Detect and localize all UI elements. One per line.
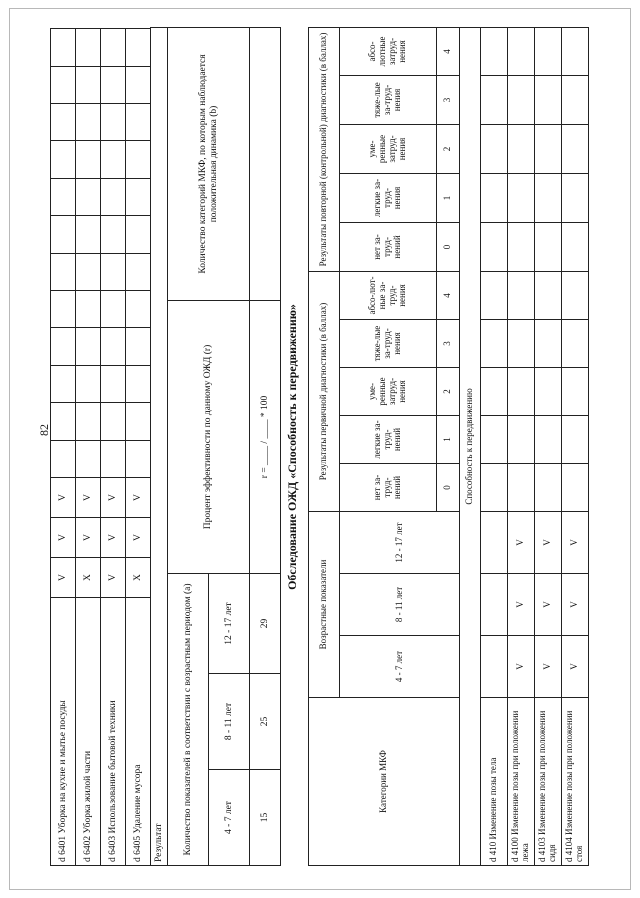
scale-label: уме-ренные затруд-нения <box>340 368 437 416</box>
empty-cell <box>535 320 562 368</box>
empty-cell <box>535 416 562 464</box>
scale-label: легкие за-труд-нения <box>340 173 437 222</box>
empty-cell <box>562 271 589 319</box>
age-col: 8 - 11 лет <box>340 574 460 636</box>
table-row <box>508 27 535 865</box>
score: 3 <box>437 320 460 368</box>
empty-cell <box>51 141 76 178</box>
empty-cell <box>481 27 508 75</box>
table-row <box>76 29 101 866</box>
empty-cell <box>101 178 126 215</box>
col-b-header: Количество категорий МКФ, по которым наблюдается положительная динамика (b) <box>168 27 250 300</box>
score: 0 <box>437 464 460 512</box>
empty-cell <box>126 253 151 290</box>
empty-cell <box>535 27 562 75</box>
age-value: 15 <box>250 770 281 866</box>
scale-label: тяже-лые за-труд-нения <box>340 320 437 368</box>
empty-cell <box>51 290 76 327</box>
empty-cell <box>562 27 589 75</box>
col-b-value <box>250 27 281 300</box>
mark-cell: V <box>508 574 535 636</box>
mark-cell: V <box>101 558 126 598</box>
rotated-content <box>50 28 640 866</box>
mark-cell: V <box>76 478 101 518</box>
main-table <box>308 27 589 866</box>
empty-cell <box>535 75 562 124</box>
score: 0 <box>437 222 460 271</box>
empty-cell <box>508 464 535 512</box>
empty-cell <box>562 464 589 512</box>
age-group: 4 - 7 лет <box>209 770 250 866</box>
mark-cell <box>481 574 508 636</box>
mark-cell: V <box>535 574 562 636</box>
mark-cell <box>481 512 508 574</box>
empty-cell <box>508 368 535 416</box>
mark-cell: V <box>508 636 535 698</box>
empty-cell <box>51 328 76 365</box>
empty-cell <box>481 124 508 173</box>
empty-cell <box>101 66 126 103</box>
empty-cell <box>126 66 151 103</box>
result-label: Результат <box>151 27 168 865</box>
empty-cell <box>481 464 508 512</box>
empty-cell <box>51 253 76 290</box>
row-label: d 410 Изменение позы тела <box>481 698 508 866</box>
row-label: d 4104 Изменение позы при положении стоя <box>562 698 589 866</box>
row-label: d 6403 Использование бытовой техники <box>101 598 126 866</box>
mark-cell: V <box>101 518 126 558</box>
empty-cell <box>126 365 151 402</box>
empty-cell <box>562 173 589 222</box>
empty-cell <box>101 403 126 440</box>
empty-cell <box>126 328 151 365</box>
empty-cell <box>76 178 101 215</box>
empty-cell <box>535 173 562 222</box>
empty-cell <box>76 216 101 253</box>
empty-cell <box>535 271 562 319</box>
empty-cell <box>51 66 76 103</box>
mark-cell: V <box>76 518 101 558</box>
scale-label: абсо-лютные затруд-нения <box>340 27 437 75</box>
empty-cell <box>126 440 151 477</box>
table-row <box>481 27 508 865</box>
mark-cell: V <box>126 518 151 558</box>
age-header: Возрастные показатели <box>309 512 340 698</box>
empty-cell <box>76 66 101 103</box>
row-label: d 4103 Изменение позы при положении сидя <box>535 698 562 866</box>
table-row <box>562 27 589 865</box>
mark-cell: V <box>126 478 151 518</box>
empty-cell <box>101 253 126 290</box>
empty-cell <box>535 464 562 512</box>
age-value: 29 <box>250 574 281 674</box>
empty-cell <box>481 271 508 319</box>
scale-label: тяже-лые за-труд-нения <box>340 75 437 124</box>
empty-cell <box>51 103 76 140</box>
scale-label: уме-ренные затруд-нения <box>340 124 437 173</box>
empty-cell <box>76 328 101 365</box>
mark-cell: V <box>101 478 126 518</box>
mark-cell: V <box>562 512 589 574</box>
empty-cell <box>562 222 589 271</box>
empty-cell <box>481 416 508 464</box>
age-col: 4 - 7 лет <box>340 636 460 698</box>
page-number: 82 <box>37 424 51 436</box>
result-table <box>150 27 281 866</box>
scale-label: абсо-лют-ные за-труд-нения <box>340 271 437 319</box>
score: 3 <box>437 75 460 124</box>
empty-cell <box>508 416 535 464</box>
top-table <box>50 28 151 866</box>
table-row <box>535 27 562 865</box>
age-value: 25 <box>250 674 281 770</box>
empty-cell <box>76 290 101 327</box>
empty-cell <box>126 216 151 253</box>
empty-cell <box>508 271 535 319</box>
score: 4 <box>437 27 460 75</box>
category-header: Категории МКФ <box>309 698 460 866</box>
empty-cell <box>481 368 508 416</box>
empty-cell <box>508 75 535 124</box>
empty-cell <box>76 141 101 178</box>
empty-cell <box>535 368 562 416</box>
empty-cell <box>481 222 508 271</box>
primary-header: Результаты первичной диагностики (в баллах) <box>309 271 340 511</box>
score: 4 <box>437 271 460 319</box>
empty-cell <box>562 124 589 173</box>
empty-cell <box>126 29 151 67</box>
scale-label: легкие за-труд-нений <box>340 416 437 464</box>
empty-cell <box>76 103 101 140</box>
mark-cell: V <box>51 558 76 598</box>
empty-cell <box>508 320 535 368</box>
score: 1 <box>437 416 460 464</box>
score: 2 <box>437 368 460 416</box>
mark-cell: V <box>535 636 562 698</box>
empty-cell <box>51 178 76 215</box>
row-label: d 6402 Уборка жилой части <box>76 598 101 866</box>
empty-cell <box>508 222 535 271</box>
row-label: d 6401 Уборка на кухне и мытье посуды <box>51 598 76 866</box>
empty-cell <box>562 416 589 464</box>
empty-cell <box>562 368 589 416</box>
score: 2 <box>437 124 460 173</box>
empty-cell <box>76 365 101 402</box>
empty-cell <box>535 222 562 271</box>
empty-cell <box>76 253 101 290</box>
empty-cell <box>126 103 151 140</box>
section-title: Обследование ОЖД «Способность к передвижению» <box>285 304 299 590</box>
empty-cell <box>76 403 101 440</box>
empty-cell <box>481 173 508 222</box>
col-a-header: Количество показателей в соответствии с возрастным периодом (а) <box>168 574 209 866</box>
mark-cell: V <box>508 512 535 574</box>
table-row <box>101 29 126 866</box>
mark-cell: V <box>535 512 562 574</box>
empty-cell <box>101 216 126 253</box>
age-col: 12 - 17 лет <box>340 512 460 574</box>
row-label: d 6405 Удаление мусора <box>126 598 151 866</box>
age-group: 12 - 17 лет <box>209 574 250 674</box>
mark-cell: X <box>126 558 151 598</box>
formula: r = ____ / ____ * 100 <box>250 301 281 574</box>
scale-label: нет за-труд-нений <box>340 222 437 271</box>
mark-cell: V <box>51 478 76 518</box>
mark-cell: X <box>76 558 101 598</box>
empty-cell <box>51 216 76 253</box>
empty-cell <box>508 173 535 222</box>
empty-cell <box>51 403 76 440</box>
age-group: 8 - 11 лет <box>209 674 250 770</box>
empty-cell <box>126 178 151 215</box>
section-row: Способность к передвижению <box>460 27 481 865</box>
empty-cell <box>562 75 589 124</box>
empty-cell <box>126 290 151 327</box>
empty-cell <box>101 328 126 365</box>
col-r-header: Процент эффективности по данному ОЖД (r) <box>168 301 250 574</box>
empty-cell <box>51 29 76 67</box>
scale-label: нет за-труд-нений <box>340 464 437 512</box>
empty-cell <box>481 75 508 124</box>
empty-cell <box>101 29 126 67</box>
mark-cell: V <box>51 518 76 558</box>
score: 1 <box>437 173 460 222</box>
empty-cell <box>101 440 126 477</box>
row-label: d 4100 Изменение позы при положении лежа <box>508 698 535 866</box>
empty-cell <box>126 403 151 440</box>
empty-cell <box>508 124 535 173</box>
table-row <box>51 29 76 866</box>
empty-cell <box>126 141 151 178</box>
repeat-header: Результаты повторной (контрольной) диагностики (в баллах) <box>309 27 340 271</box>
table-row <box>126 29 151 866</box>
empty-cell <box>76 29 101 67</box>
empty-cell <box>101 103 126 140</box>
empty-cell <box>76 440 101 477</box>
empty-cell <box>51 365 76 402</box>
empty-cell <box>51 440 76 477</box>
empty-cell <box>562 320 589 368</box>
empty-cell <box>101 141 126 178</box>
empty-cell <box>481 320 508 368</box>
empty-cell <box>535 124 562 173</box>
mark-cell: V <box>562 636 589 698</box>
empty-cell <box>101 290 126 327</box>
mark-cell: V <box>562 574 589 636</box>
empty-cell <box>508 27 535 75</box>
empty-cell <box>101 365 126 402</box>
mark-cell <box>481 636 508 698</box>
